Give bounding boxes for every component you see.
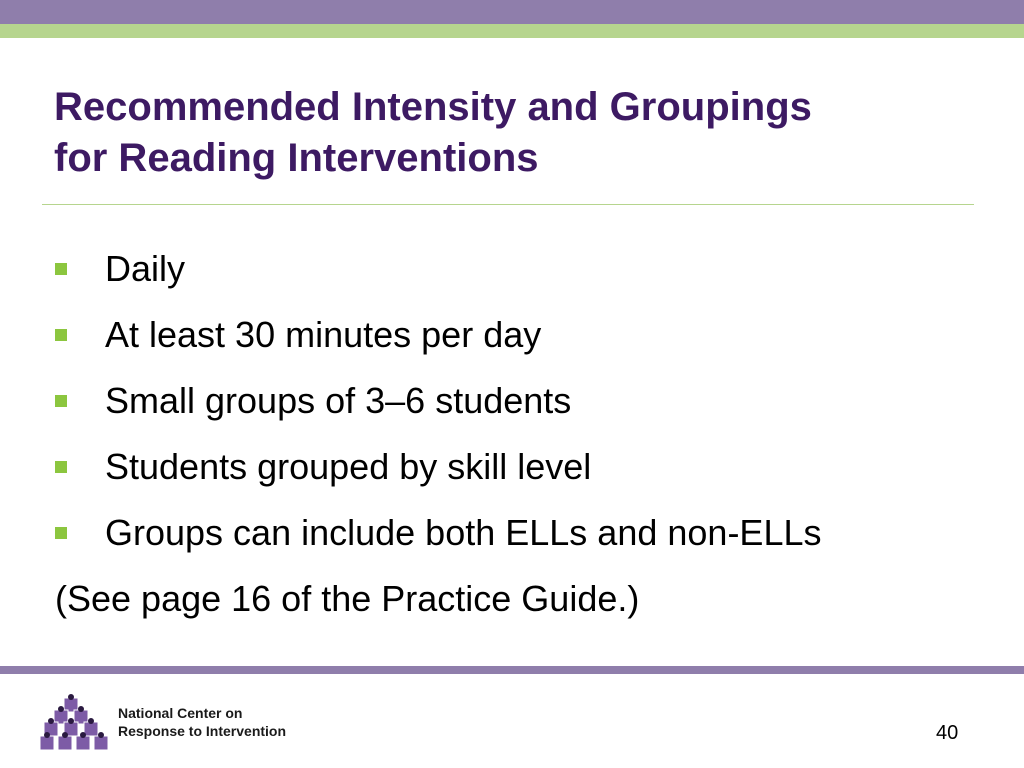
square-bullet-icon — [55, 395, 67, 407]
list-item — [55, 434, 995, 500]
practice-guide-note: (See page 16 of the Practice Guide.) — [55, 578, 640, 619]
list-item — [55, 302, 995, 368]
square-bullet-icon — [55, 329, 67, 341]
list-item-text: At least 30 minutes per day — [105, 314, 542, 355]
list-item — [55, 368, 995, 434]
list-item — [55, 236, 995, 302]
title-divider — [42, 204, 974, 205]
org-name-line2: Response to Intervention — [118, 723, 287, 739]
square-bullet-icon — [55, 461, 67, 473]
top-accent-bar-green — [0, 24, 1024, 38]
square-bullet-icon — [55, 527, 67, 539]
bullet-list — [55, 236, 995, 632]
page-number: 40 — [936, 722, 959, 744]
org-name-line1: National Center on — [118, 705, 243, 721]
slide-title-line1: Recommended Intensity and Groupings — [54, 85, 812, 129]
list-item-text: Daily — [105, 248, 186, 289]
list-item-text: Groups can include both ELLs and non-ELLs — [105, 512, 822, 553]
footer-accent-bar — [0, 666, 1024, 674]
square-bullet-icon — [55, 263, 67, 275]
organization-name — [118, 704, 286, 740]
list-item-text: Students grouped by skill level — [105, 446, 592, 487]
top-accent-bar-purple — [0, 0, 1024, 24]
slide-title-line2: for Reading Interventions — [54, 136, 539, 180]
list-item-text: Small groups of 3–6 students — [105, 380, 572, 421]
ncrti-cube-logo-icon — [40, 692, 108, 752]
list-item — [55, 500, 995, 566]
slide-title — [54, 82, 974, 184]
